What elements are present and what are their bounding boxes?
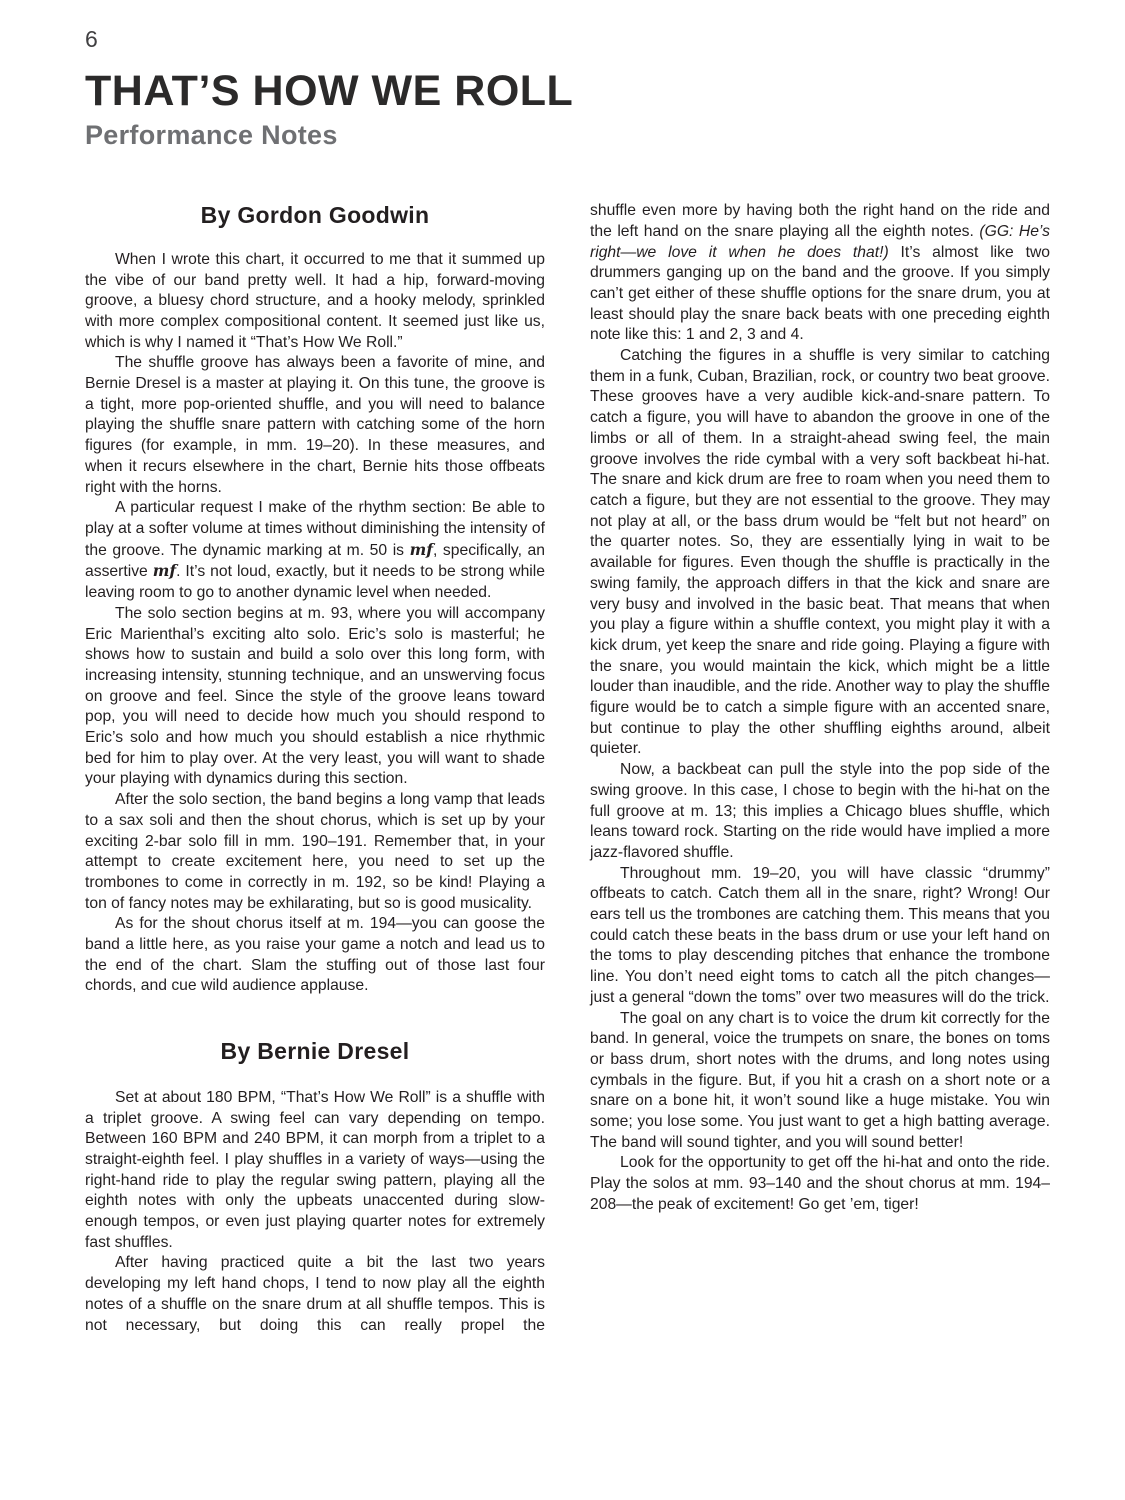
text-run: . It’s not loud, exactly, but it needs to be strong while leaving room to go to another dynamic level when needed. [85,563,545,602]
page-title: THAT’S HOW WE ROLL [85,67,574,115]
paragraph-right-2: Catching the figures in a shuffle is very similar to catching them in a funk, Cuban, Brazilian, rock, or country two beat groove. These grooves have a very audible kick-and-snare pattern. To catch a figure, you will have to abandon the groove in one of the limbs or all of them. In a straight-ahead swing feel, the main groove involves the ride cymbal with a very soft backbeat hi-hat. The snare and kick drum are free to roam when you need them to catch a figure, but they are not essential to the groove. They may not play at all, or the bass drum would be “felt but not heard” on the quarter notes. So, they are essentially lying in wait to be available for figures. Even though the shuffle is practically in the swing family, the approach differs in that the kick and snare are very busy and involved in the basic beat. That means that when you play a figure within a shuffle context, you might play it with a kick drum, yet keep the snare and ride going. Playing a figure with the snare, you would maintain the kick, which might be a little louder than inaudible, and the ride. Another way to play the shuffle figure would be to catch a simple figure with an accented snare, but continue to play the other shuffling eighths around, albeit quieter. [590,347,1050,758]
paragraph-gordon-2: The shuffle groove has always been a favorite of mine, and Bernie Dresel is a master at playing it. On this tune, the groove is a tight, more pop-oriented shuffle, and you will need to balance playing the shuffle snare pattern with catching some of the horn figures (for example, in mm. 19–20). In these measures, and when it recurs elsewhere in the chart, Bernie hits those offbeats right with the horns. [85,354,545,496]
text-run: , specifically, an assertive [85,541,545,581]
two-column-body [85,201,1050,1336]
paragraph-gordon-1: When I wrote this chart, it occurred to me that it summed up the vibe of our band pretty well. It had a hip, forward-moving groove, a bluesy chord structure, and a hooky melody, sprinkled with more complex compositional content. It seemed just like us, which is why I named it “That’s How We Roll.” [85,250,545,351]
right-column [590,201,1050,1215]
gg-aside-italic: (GG: He’s right—we love it when he does that!) [590,222,1050,261]
page-subtitle: Performance Notes [85,120,338,151]
text-run: A particular request I make of the rhythm section: Be able to play at a softer volume at times without diminishing the intensity of the groove. The dynamic marking at m. 50 is [85,499,545,559]
paragraph-bernie-2: After having practiced quite a bit the last two years developing my left hand chops, I tend to now play all the eighth notes of a shuffle on the snare drum at all shuffle tempos. This is not necessary, but doing this can really propel the [85,1254,545,1334]
left-column [85,201,545,1336]
paragraph-right-3: Now, a backbeat can pull the style into the pop side of the swing groove. In this case, I chose to begin with the hi-hat on the full groove at m. 13; this implies a Chicago blues shuffle, which leans toward rock. Starting on the ride would have implied a more jazz-flavored shuffle. [590,761,1050,861]
dynamic-marking-mf: mf [152,561,177,581]
paragraph-gordon-6: As for the shout chorus itself at m. 194—you can goose the band a little here, as you raise your game a notch and lead us to the end of the chart. Slam the stuffing out of those last four chords, and cue wild audience applause. [85,915,545,995]
dynamic-marking-mf: mf [409,539,433,559]
page-number: 6 [85,26,99,52]
text-run: shuffle even more by having both the right hand on the ride and the left hand on the snare playing all the eighth notes. [590,202,1050,240]
paragraph-gordon-5: After the solo section, the band begins a long vamp that leads to a sax soli and then the shout chorus, which is set up by your exciting 2-bar solo fill in mm. 190–191. Remember that, in your attempt to create excitement here, you need to set up the trombones to come in correctly in m. 192, so be kind! Playing a ton of fancy notes may be exhilarating, but so is good musicality. [85,791,545,912]
paragraph-right-6: Look for the opportunity to get off the hi-hat and onto the ride. Play the solos at mm. 93–140 and the shout chorus at mm. 194–208—the peak of excitement! Go get ’em, tiger! [590,1154,1050,1213]
paragraph-gordon-3 [85,498,545,604]
paragraph-bernie-1: Set at about 180 BPM, “That’s How We Roll” is a shuffle with a triplet groove. A swing feel can vary depending on tempo. Between 160 BPM and 240 BPM, it can morph from a triplet to a straight-eighth feel. I play shuffles in a variety of ways—using the right-hand ride to play the regular swing pattern, playing all the eighth notes with only the upbeats unaccented during slow-enough tempos, or even just playing quarter notes for extremely fast shuffles. [85,1088,545,1251]
paragraph-right-5: The goal on any chart is to voice the drum kit correctly for the band. In general, voice the trumpets on snare, the bones on toms or bass drum, short notes with the drums, and long notes using cymbals in the figure. But, if you hit a crash on a short note or a snare on a bone hit, it won’t sound like a huge mistake. You win some; you lose some. You just want to get a high batting average. The band will sound tighter, and you will sound better! [590,1009,1050,1151]
text-run: It’s almost like two drummers ganging up on the band and the groove. If you simply can’t get either of these shuffle options for the snare drum, you at least should play the snare back beats with one preceding eighth note like this: 1 and 2, 3 and 4. [590,243,1050,344]
paragraph-gordon-4: The solo section begins at m. 93, where you will accompany Eric Marienthal’s exciting alto solo. Eric’s solo is masterful; he shows how to sustain and build a solo over this long form, with increasing intensity, stunning technique, and an unswerving focus on groove and feel. Since the style of the groove leans toward pop, you will need to decide how much you should respond to Eric’s solo and how much you should establish a nice rhythmic bed for him to play over. At the very least, you will want to shade your playing with dynamics during this section. [85,604,545,788]
paragraph-right-1 [590,201,1050,346]
paragraph-right-4: Throughout mm. 19–20, you will have classic “drummy” offbeats to catch. Catch them all in the snare, right? Wrong! Our ears tell us the trombones are catching them. This means that you could catch these beats in the bass drum or use your left hand on the toms to play descending pitches that enhance the trombone line. You don’t need eight toms to catch all the pitch changes—just a general “down the toms” over two measures will do the trick. [590,864,1050,1006]
byline-gordon-goodwin: By Gordon Goodwin [200,202,430,229]
byline-bernie-dresel: By Bernie Dresel [220,1038,410,1065]
